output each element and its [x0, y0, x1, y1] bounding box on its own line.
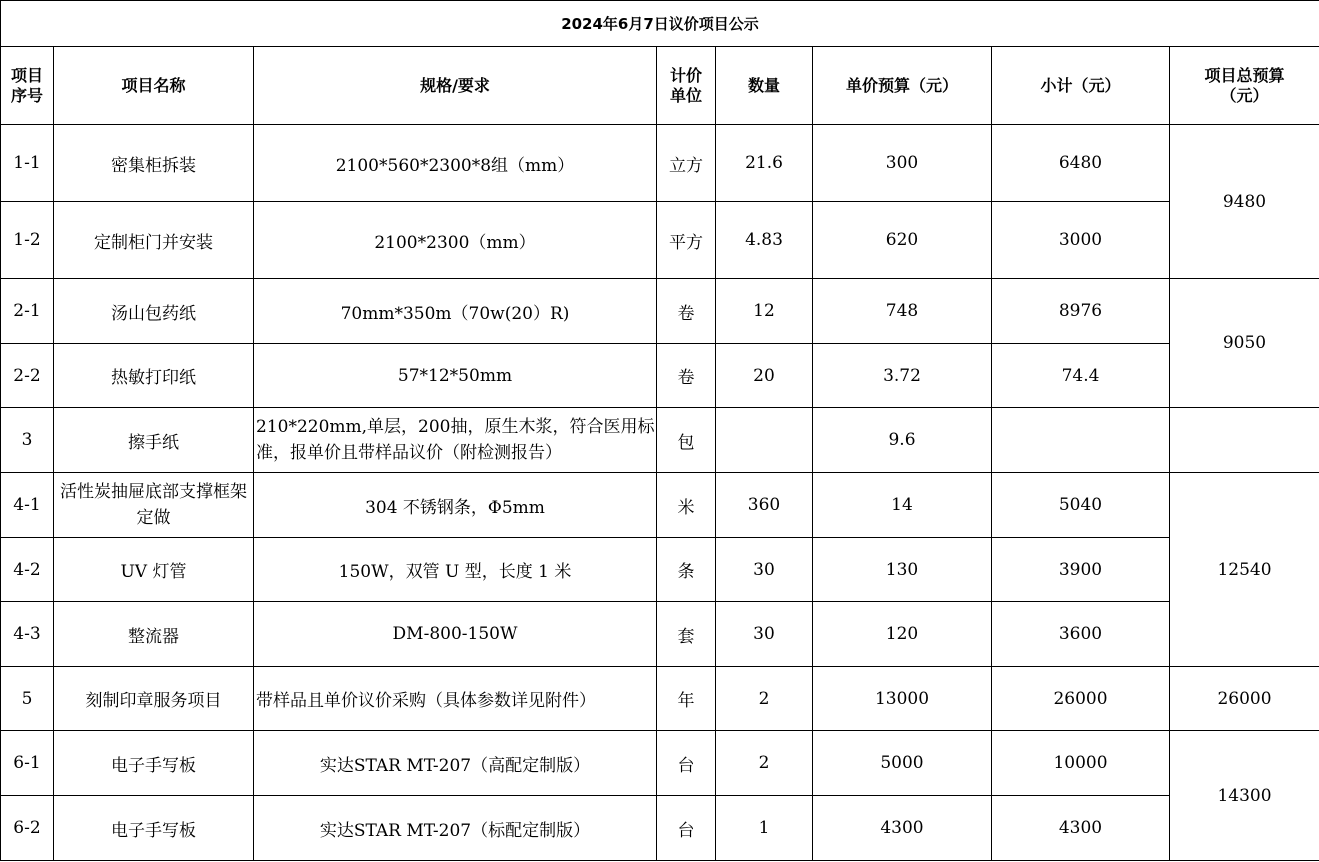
cell-unit: 包 [657, 408, 716, 473]
table-row [1, 408, 1319, 473]
cell-price: 300 [813, 125, 992, 202]
cell-unit: 卷 [657, 344, 716, 408]
header-total-label: 项目总预算 （元） [1204, 65, 1285, 105]
cell-seq: 4-1 [1, 473, 54, 538]
header-unit-label: 计价 单位 [669, 65, 702, 105]
header-name: 项目名称 [54, 47, 254, 125]
cell-spec: 150W，双管 U 型，长度 1 米 [254, 538, 657, 602]
cell-name: 整流器 [54, 602, 254, 667]
cell-price: 120 [813, 602, 992, 667]
cell-price: 5000 [813, 731, 992, 796]
cell-qty: 30 [716, 602, 813, 667]
cell-price: 13000 [813, 667, 992, 731]
cell-subtotal: 26000 [992, 667, 1170, 731]
cell-total: 12540 [1170, 473, 1319, 667]
cell-seq: 2-2 [1, 344, 54, 408]
cell-spec: 带样品且单价议价采购（具体参数详见附件） [254, 667, 657, 731]
table-title: 2024年6月7日议价项目公示 [1, 1, 1319, 47]
header-seq [1, 47, 54, 125]
cell-spec: 实达STAR MT-207（高配定制版） [254, 731, 657, 796]
table-row [1, 602, 1319, 667]
cell-unit: 台 [657, 796, 716, 861]
cell-unit: 平方 [657, 202, 716, 279]
cell-unit: 米 [657, 473, 716, 538]
cell-total: 9480 [1170, 125, 1319, 279]
cell-subtotal: 3900 [992, 538, 1170, 602]
table-row [1, 279, 1319, 344]
cell-spec: DM-800-150W [254, 602, 657, 667]
cell-total: 26000 [1170, 667, 1319, 731]
cell-qty: 30 [716, 538, 813, 602]
cell-unit: 条 [657, 538, 716, 602]
cell-unit: 台 [657, 731, 716, 796]
cell-spec: 2100*2300（mm） [254, 202, 657, 279]
cell-name: 活性炭抽屉底部支撑框架定做 [54, 473, 254, 538]
cell-price: 3.72 [813, 344, 992, 408]
cell-seq: 3 [1, 408, 54, 473]
cell-unit: 套 [657, 602, 716, 667]
table-row [1, 125, 1319, 202]
cell-seq: 4-2 [1, 538, 54, 602]
cell-name: 定制柜门并安装 [54, 202, 254, 279]
cell-subtotal: 3000 [992, 202, 1170, 279]
cell-price: 620 [813, 202, 992, 279]
cell-subtotal: 74.4 [992, 344, 1170, 408]
table-row [1, 538, 1319, 602]
header-spec: 规格/要求 [254, 47, 657, 125]
cell-spec: 实达STAR MT-207（标配定制版） [254, 796, 657, 861]
cell-price: 748 [813, 279, 992, 344]
table-row [1, 731, 1319, 796]
cell-subtotal: 3600 [992, 602, 1170, 667]
cell-unit: 立方 [657, 125, 716, 202]
cell-price: 130 [813, 538, 992, 602]
cell-name: 热敏打印纸 [54, 344, 254, 408]
cell-subtotal: 8976 [992, 279, 1170, 344]
cell-seq: 6-1 [1, 731, 54, 796]
cell-name: 密集柜拆装 [54, 125, 254, 202]
cell-qty: 1 [716, 796, 813, 861]
header-total [1170, 47, 1319, 125]
cell-qty: 2 [716, 731, 813, 796]
cell-seq: 6-2 [1, 796, 54, 861]
cell-seq: 1-1 [1, 125, 54, 202]
cell-spec: 304 不锈钢条，Φ5mm [254, 473, 657, 538]
cell-seq: 2-1 [1, 279, 54, 344]
header-row [1, 47, 1319, 125]
cell-price: 4300 [813, 796, 992, 861]
table-row [1, 202, 1319, 279]
cell-total [1170, 408, 1319, 473]
cell-subtotal [992, 408, 1170, 473]
cell-qty: 4.83 [716, 202, 813, 279]
header-price: 单价预算（元） [813, 47, 992, 125]
cell-total: 9050 [1170, 279, 1319, 408]
cell-subtotal: 4300 [992, 796, 1170, 861]
cell-qty: 21.6 [716, 125, 813, 202]
table-row [1, 667, 1319, 731]
cell-name: 电子手写板 [54, 731, 254, 796]
cell-name: 汤山包药纸 [54, 279, 254, 344]
cell-spec: 70mm*350m（70w(20）R) [254, 279, 657, 344]
title-row [1, 1, 1319, 47]
cell-spec: 210*220mm,单层，200抽，原生木浆，符合医用标准，报单价且带样品议价（附检测报告） [254, 408, 657, 473]
table-row [1, 796, 1319, 861]
cell-name: UV 灯管 [54, 538, 254, 602]
cell-name: 电子手写板 [54, 796, 254, 861]
cell-subtotal: 10000 [992, 731, 1170, 796]
cell-seq: 5 [1, 667, 54, 731]
cell-price: 14 [813, 473, 992, 538]
cell-qty: 2 [716, 667, 813, 731]
cell-qty: 20 [716, 344, 813, 408]
table-row [1, 344, 1319, 408]
cell-spec: 2100*560*2300*8组（mm） [254, 125, 657, 202]
cell-unit: 年 [657, 667, 716, 731]
cell-price: 9.6 [813, 408, 992, 473]
cell-spec: 57*12*50mm [254, 344, 657, 408]
cell-seq: 1-2 [1, 202, 54, 279]
cell-qty: 360 [716, 473, 813, 538]
cell-seq: 4-3 [1, 602, 54, 667]
cell-name: 擦手纸 [54, 408, 254, 473]
cell-qty: 12 [716, 279, 813, 344]
cell-name: 刻制印章服务项目 [54, 667, 254, 731]
cell-unit: 卷 [657, 279, 716, 344]
table-row [1, 473, 1319, 538]
header-subtotal: 小计（元） [992, 47, 1170, 125]
header-seq-label: 项目 序号 [10, 65, 43, 105]
header-qty: 数量 [716, 47, 813, 125]
cell-subtotal: 6480 [992, 125, 1170, 202]
cell-subtotal: 5040 [992, 473, 1170, 538]
header-unit [657, 47, 716, 125]
cell-qty [716, 408, 813, 473]
cell-total: 14300 [1170, 731, 1319, 861]
